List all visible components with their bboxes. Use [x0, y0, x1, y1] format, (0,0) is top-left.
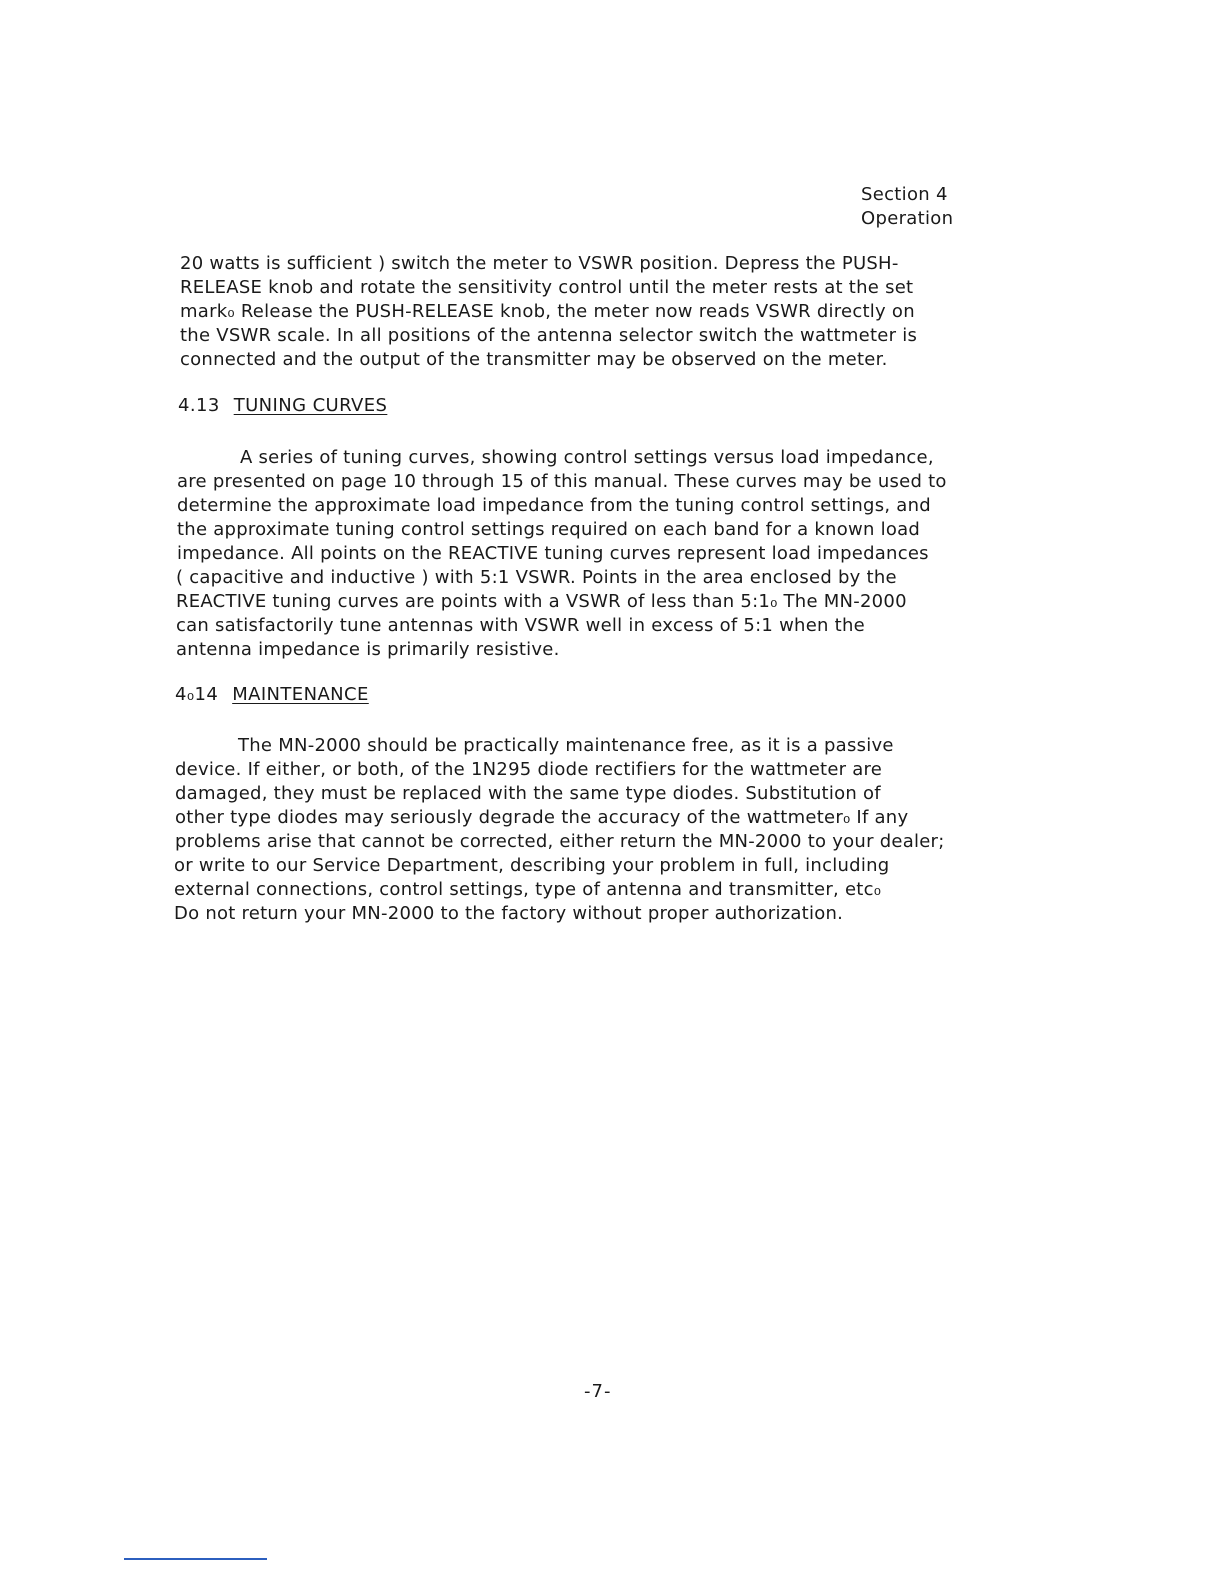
section-title: MAINTENANCE — [232, 684, 369, 705]
section-label: Section 4 — [861, 184, 948, 205]
paragraph-line: antenna impedance is primarily resistive. — [176, 639, 560, 660]
paragraph-line: impedance. All points on the REACTIVE tuning curves represent load impedances — [177, 543, 929, 564]
paragraph-line: or write to our Service Department, describing your problem in full, including — [174, 855, 890, 876]
intro-line: RELEASE knob and rotate the sensitivity control until the meter rests at the set — [180, 277, 914, 298]
page-header — [861, 183, 953, 231]
section-heading-maintenance — [175, 683, 369, 707]
paragraph-line: ( capacitive and inductive ) with 5:1 VSWR. Points in the area enclosed by the — [176, 567, 897, 588]
paragraph-line: external connections, control settings, type of antenna and transmitter, etc₀ — [174, 879, 882, 900]
paragraph-line: determine the approximate load impedance from the tuning control settings, and — [177, 495, 931, 516]
section-number: 4₀14 — [175, 684, 219, 705]
section-heading-tuning-curves — [178, 394, 387, 418]
section-title: TUNING CURVES — [233, 395, 388, 416]
chapter-label: Operation — [861, 208, 954, 229]
section-number: 4.13 — [178, 395, 220, 416]
intro-line: 20 watts is sufficient ) switch the meter to VSWR position. Depress the PUSH- — [180, 253, 899, 274]
intro-line: mark₀ Release the PUSH-RELEASE knob, the meter now reads VSWR directly on — [180, 301, 915, 322]
paragraph-line: other type diodes may seriously degrade the accuracy of the wattmeter₀ If any — [175, 807, 909, 828]
paragraph-line: can satisfactorily tune antennas with VSWR well in excess of 5:1 when the — [176, 615, 865, 636]
paragraph-line: problems arise that cannot be corrected, either return the MN-2000 to your dealer; — [175, 831, 945, 852]
paragraph-line: the approximate tuning control settings required on each band for a known load — [177, 519, 921, 540]
footer-divider — [124, 1558, 267, 1560]
paragraph-line: device. If either, or both, of the 1N295 diode rectifiers for the wattmeter are — [175, 759, 883, 780]
paragraph-line: Do not return your MN-2000 to the factory without proper authorization. — [174, 903, 844, 924]
paragraph-line: damaged, they must be replaced with the same type diodes. Substitution of — [175, 783, 881, 804]
page-number: -7- — [584, 1381, 612, 1402]
paragraph-line: The MN-2000 should be practically maintenance free, as it is a passive — [238, 735, 894, 756]
paragraph-line: are presented on page 10 through 15 of this manual. These curves may be used to — [177, 471, 947, 492]
paragraph-line: REACTIVE tuning curves are points with a VSWR of less than 5:1₀ The MN-2000 — [176, 591, 907, 612]
paragraph-line: A series of tuning curves, showing control settings versus load impedance, — [240, 447, 934, 468]
intro-line: the VSWR scale. In all positions of the antenna selector switch the wattmeter is — [180, 325, 918, 346]
intro-line: connected and the output of the transmitter may be observed on the meter. — [180, 349, 888, 370]
